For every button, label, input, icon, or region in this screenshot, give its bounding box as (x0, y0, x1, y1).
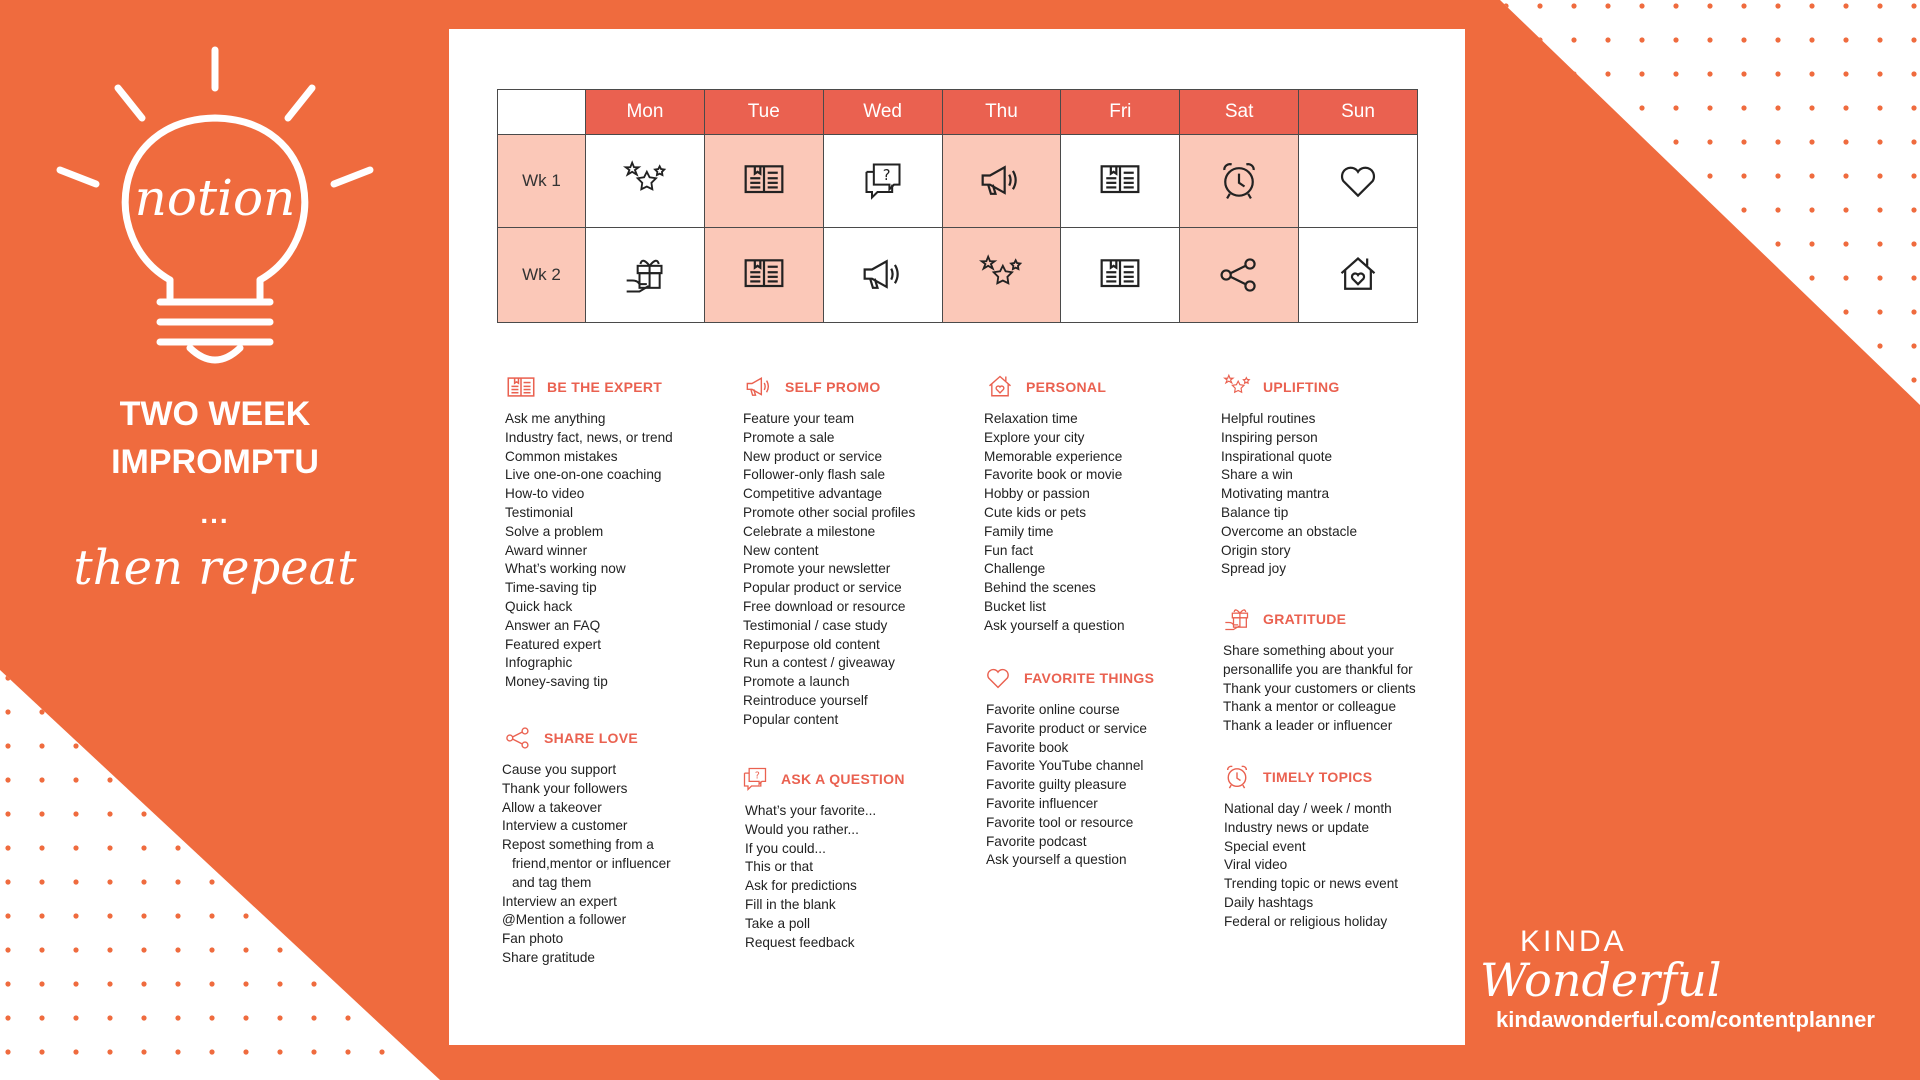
list-item: This or that (745, 859, 813, 875)
category-header (743, 372, 915, 402)
category-title: FAVORITE THINGS (1024, 670, 1155, 686)
list-item: Viral video (1224, 857, 1288, 873)
category-title: UPLIFTING (1263, 379, 1340, 395)
week-label: Wk 2 (498, 228, 586, 323)
category-list (502, 761, 671, 968)
list-item: Thank your customers or clients (1223, 680, 1416, 696)
day-header: Thu (942, 90, 1061, 135)
list-item: Popular content (743, 711, 839, 727)
page-title (0, 390, 430, 486)
brand-wonderful: Wonderful (1480, 953, 1722, 1007)
list-item: Competitive advantage (743, 486, 883, 502)
list-item: Family time (984, 523, 1054, 539)
list-item: Favorite online course (986, 702, 1120, 717)
list-item: Feature your team (743, 411, 855, 426)
calendar-cell (586, 135, 705, 228)
list-item: Favorite product or service (986, 720, 1147, 736)
category-self-promo (743, 372, 915, 730)
week-row (498, 228, 1418, 323)
list-item: Hobby or passion (984, 486, 1090, 502)
ellipsis: ... (200, 498, 230, 529)
category-list (505, 410, 673, 692)
list-item: Award winner (505, 542, 588, 558)
list-item: Relaxation time (984, 411, 1078, 426)
calendar-cell (942, 228, 1061, 323)
list-item: Share gratitude (502, 949, 595, 965)
list-item: Favorite influencer (986, 795, 1098, 811)
list-item: Solve a problem (505, 523, 604, 539)
category-list (1221, 410, 1357, 579)
book-icon (1098, 253, 1142, 297)
list-item: National day / week / month (1224, 801, 1392, 816)
list-item: Money-saving tip (505, 674, 608, 690)
list-item: Promote your newsletter (743, 561, 891, 577)
category-title: BE THE EXPERT (547, 379, 663, 395)
category-title: PERSONAL (1026, 379, 1107, 395)
list-item: Industry fact, news, or trend (505, 429, 673, 445)
list-item: Favorite book or movie (984, 467, 1123, 483)
list-item: Fill in the blank (745, 896, 836, 912)
alarm-clock-icon (1221, 763, 1253, 791)
list-item: What’s your favorite... (745, 803, 877, 818)
question-chat-icon (739, 765, 771, 793)
list-item: Popular product or service (743, 580, 902, 596)
list-item: Balance tip (1221, 504, 1289, 520)
megaphone-icon (979, 159, 1023, 203)
list-item: Common mistakes (505, 448, 618, 464)
question-chat-icon (861, 159, 905, 203)
list-item: Allow a takeover (502, 799, 602, 815)
category-header (1221, 762, 1398, 792)
list-item: Repost something from a (502, 837, 654, 853)
list-item: Answer an FAQ (505, 617, 601, 633)
list-item: Follower-only flash sale (743, 467, 886, 483)
tagline: then repeat (73, 540, 357, 596)
list-item: Ask me anything (505, 411, 606, 426)
category-ask-a-question (739, 764, 905, 952)
list-item: Repurpose old content (743, 636, 880, 652)
list-item: Share a win (1221, 467, 1293, 483)
list-item: Bucket list (984, 598, 1046, 614)
list-item: Memorable experience (984, 448, 1123, 464)
book-icon (742, 253, 786, 297)
brand-kinda: KINDA (1520, 925, 1627, 958)
list-item: Celebrate a milestone (743, 523, 876, 539)
brand-logo (1480, 905, 1880, 1005)
list-item: Overcome an obstacle (1221, 523, 1358, 539)
list-item: Would you rather... (745, 821, 859, 837)
stars-icon (623, 159, 667, 203)
day-header: Wed (823, 90, 942, 135)
heart-icon (982, 664, 1014, 692)
calendar-cell (1061, 135, 1180, 228)
day-header: Mon (586, 90, 705, 135)
lightbulb-icon (40, 40, 390, 380)
list-item: friend,mentor or influencer (512, 855, 671, 871)
list-item: Motivating mantra (1221, 486, 1330, 502)
calendar-cell (1180, 135, 1299, 228)
list-item: Challenge (984, 561, 1046, 577)
megaphone-icon (861, 253, 905, 297)
list-item: Infographic (505, 655, 573, 671)
category-title: SELF PROMO (785, 379, 881, 395)
calendar-cell (586, 228, 705, 323)
list-item: Live one-on-one coaching (505, 467, 662, 483)
list-item: Request feedback (745, 934, 855, 950)
list-item: Helpful routines (1221, 411, 1316, 426)
list-item: Reintroduce yourself (743, 692, 868, 708)
list-item: Quick hack (505, 598, 573, 614)
list-item: Thank a leader or influencer (1223, 718, 1393, 734)
planner-card (449, 29, 1465, 1045)
calendar-corner (498, 90, 586, 135)
list-item: Explore your city (984, 429, 1085, 445)
list-item: Cause you support (502, 762, 617, 777)
category-header (505, 372, 673, 402)
category-list (984, 410, 1125, 636)
heart-icon (1336, 159, 1380, 203)
day-header: Sun (1299, 90, 1418, 135)
category-header (984, 372, 1125, 402)
list-item: Thank a mentor or colleague (1223, 699, 1397, 715)
week-label: Wk 1 (498, 135, 586, 228)
calendar-grid (497, 89, 1418, 323)
list-item: Industry news or update (1224, 819, 1370, 835)
category-header (502, 723, 671, 753)
list-item: Ask yourself a question (984, 617, 1125, 633)
list-item: Time-saving tip (505, 580, 597, 596)
calendar-cell (704, 135, 823, 228)
category-title: TIMELY TOPICS (1263, 769, 1373, 785)
list-item: Interview a customer (502, 818, 628, 834)
brand-url: kindawonderful.com/contentplanner (1496, 1007, 1875, 1032)
gift-icon (623, 253, 667, 297)
list-item: Thank your followers (502, 780, 628, 796)
list-item: Favorite guilty pleasure (986, 777, 1127, 793)
list-item: Featured expert (505, 636, 601, 652)
list-item: Favorite tool or resource (986, 814, 1134, 830)
list-item: Behind the scenes (984, 580, 1096, 596)
list-item: Promote a sale (743, 429, 835, 445)
list-item: Inspirational quote (1221, 448, 1333, 464)
list-item: @Mention a follower (502, 912, 627, 928)
list-item: How-to video (505, 486, 585, 502)
week-row (498, 135, 1418, 228)
list-item: If you could... (745, 840, 826, 856)
category-personal (984, 372, 1125, 636)
calendar-cell (942, 135, 1061, 228)
category-timely-topics (1221, 762, 1398, 932)
day-header: Sat (1180, 90, 1299, 135)
category-uplifting (1221, 372, 1357, 579)
list-item: Testimonial / case study (743, 617, 888, 633)
list-item: Favorite book (986, 739, 1069, 755)
calendar-cell (823, 135, 942, 228)
bottom-left-dotted-corner (0, 670, 440, 1080)
notion-logo-word: notion (134, 169, 296, 227)
home-heart-icon (984, 373, 1016, 401)
list-item: Origin story (1221, 542, 1291, 558)
list-item: Promote other social profiles (743, 504, 916, 520)
list-item: Share something about your (1223, 643, 1394, 658)
book-icon (1098, 159, 1142, 203)
list-item: Ask for predictions (745, 878, 857, 894)
list-item: Promote a launch (743, 674, 850, 690)
calendar-cell (823, 228, 942, 323)
calendar-cell (1299, 228, 1418, 323)
list-item: and tag them (512, 874, 592, 890)
list-item: Take a poll (745, 915, 810, 931)
list-item: Daily hashtags (1224, 894, 1314, 910)
list-item: Fun fact (984, 542, 1034, 558)
top-right-dotted-corner (1500, 0, 1920, 405)
category-title: GRATITUDE (1263, 611, 1347, 627)
list-item: Free download or resource (743, 598, 906, 614)
calendar-cell (1061, 228, 1180, 323)
category-title: ASK A QUESTION (781, 771, 905, 787)
category-list (1221, 642, 1416, 736)
calendar-cell (1299, 135, 1418, 228)
list-item: Trending topic or news event (1224, 876, 1399, 892)
category-header (982, 663, 1154, 693)
title-line-2: IMPROMPTU (111, 443, 319, 481)
list-item: Favorite YouTube channel (986, 758, 1144, 774)
day-header: Tue (704, 90, 823, 135)
list-item: Inspiring person (1221, 429, 1318, 445)
stars-icon (1221, 373, 1253, 401)
gift-icon (1221, 605, 1253, 633)
list-item: Interview an expert (502, 893, 617, 909)
list-item: Run a contest / giveaway (743, 655, 895, 671)
category-list (743, 410, 915, 730)
category-list (739, 802, 905, 952)
list-item: personallife you are thankful for (1223, 661, 1413, 677)
category-list (982, 701, 1154, 870)
category-header (1221, 604, 1416, 634)
calendar-header-row (498, 90, 1418, 135)
share-icon (502, 724, 534, 752)
list-item: What’s working now (505, 561, 626, 577)
home-heart-icon (1336, 253, 1380, 297)
category-header (739, 764, 905, 794)
book-icon (505, 373, 537, 401)
category-gratitude (1221, 604, 1416, 736)
list-item: Fan photo (502, 931, 564, 947)
list-item: Favorite podcast (986, 833, 1087, 849)
list-item: Testimonial (505, 504, 573, 520)
list-item: Special event (1224, 838, 1306, 854)
list-item: Ask yourself a question (986, 852, 1127, 868)
category-title: SHARE LOVE (544, 730, 639, 746)
list-item: New content (743, 542, 819, 558)
title-line-1: TWO WEEK (119, 395, 311, 433)
megaphone-icon (743, 373, 775, 401)
category-list (1221, 800, 1398, 932)
category-share-love (502, 723, 671, 968)
book-icon (742, 159, 786, 203)
category-header (1221, 372, 1357, 402)
share-icon (1217, 253, 1261, 297)
list-item: Federal or religious holiday (1224, 913, 1388, 929)
stars-icon (979, 253, 1023, 297)
alarm-clock-icon (1217, 159, 1261, 203)
category-favorite-things (982, 663, 1154, 870)
list-item: Cute kids or pets (984, 504, 1086, 520)
calendar-cell (1180, 228, 1299, 323)
day-header: Fri (1061, 90, 1180, 135)
calendar-cell (704, 228, 823, 323)
category-be-the-expert (505, 372, 673, 692)
list-item: New product or service (743, 448, 883, 464)
list-item: Spread joy (1221, 561, 1286, 577)
